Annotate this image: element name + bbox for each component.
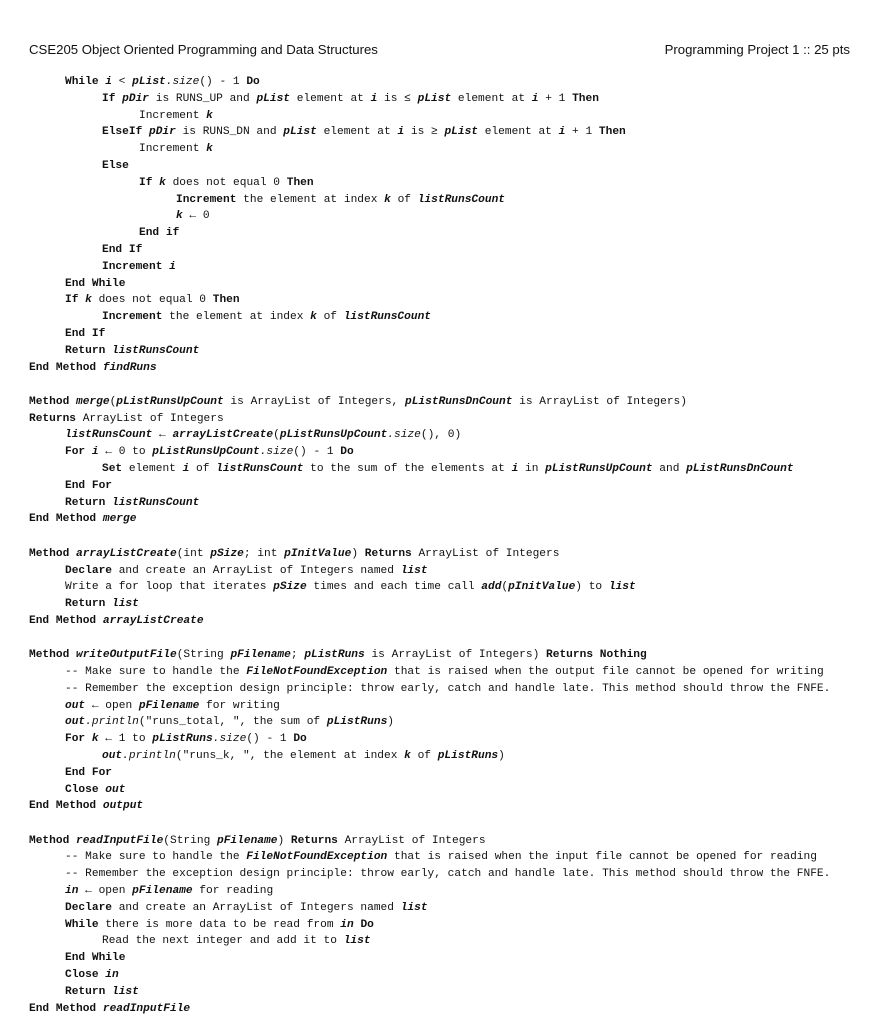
code-line — [29, 798, 859, 815]
code-token: ("runs_total, ", the sum of — [138, 716, 327, 729]
code-token: .size — [387, 429, 421, 442]
code-token: readInputFile — [76, 834, 164, 847]
code-token: and — [652, 463, 687, 476]
code-token: of — [189, 463, 217, 476]
code-token: ( — [273, 429, 280, 442]
code-token: k — [404, 749, 411, 762]
code-token: Set — [102, 463, 123, 476]
code-token: Do — [246, 76, 260, 88]
code-line — [29, 208, 859, 225]
code-line — [29, 108, 859, 125]
blank-line — [29, 815, 859, 833]
code-token: Then — [286, 176, 314, 189]
code-token: of — [410, 749, 438, 762]
code-token: pDir — [122, 92, 150, 105]
code-token: Else — [102, 159, 129, 172]
code-token: Write a for loop that iterates — [65, 581, 274, 594]
code-token: pListRunsUpCount — [279, 429, 388, 442]
code-token: Method — [29, 395, 76, 408]
code-token: Method — [29, 649, 76, 662]
code-token: Do — [340, 446, 354, 459]
code-token: pList — [444, 126, 479, 139]
code-line — [29, 343, 859, 360]
code-token: ) — [277, 834, 291, 847]
code-token: out — [65, 716, 86, 729]
code-token: Return — [65, 496, 112, 509]
code-line — [29, 326, 859, 343]
code-line — [29, 900, 859, 917]
code-token: Method — [29, 547, 76, 560]
code-token: End Method — [29, 614, 103, 627]
code-token: listRunsCount — [112, 344, 200, 357]
code-line — [29, 461, 859, 478]
code-token: ← — [152, 429, 173, 442]
code-token: ArrayList of Integers — [337, 834, 486, 847]
code-token: End If — [102, 243, 143, 256]
code-token: Returns Nothing — [546, 649, 647, 662]
code-line — [29, 192, 859, 209]
code-token: i — [91, 446, 99, 459]
code-token: .size — [165, 76, 200, 88]
code-line — [29, 984, 859, 1001]
code-line — [29, 124, 859, 141]
code-token: ) — [387, 716, 395, 729]
code-token: is ≥ — [404, 126, 445, 139]
code-line — [29, 276, 859, 293]
code-token: () - 1 — [199, 76, 247, 88]
code-token: Then — [572, 92, 599, 105]
code-token: i — [105, 76, 113, 88]
code-token: Increment — [102, 311, 163, 324]
code-token: End Method — [29, 800, 103, 813]
code-token: ; int — [243, 547, 285, 560]
code-token: pFilename — [132, 885, 193, 898]
code-token: pListRunsUpCount — [116, 395, 224, 408]
code-token: that is raised when the input file cannot be opened for reading — [387, 851, 817, 864]
code-token: in — [105, 969, 119, 982]
code-token: k — [159, 176, 166, 189]
code-token: End For — [65, 479, 112, 492]
code-token: does not equal 0 — [91, 294, 213, 307]
code-token: findRuns — [102, 361, 157, 374]
code-token: of — [390, 193, 418, 206]
code-token: k — [176, 210, 183, 223]
code-token: pListRunsUpCount — [545, 463, 653, 476]
code-token: readInputFile — [102, 1002, 191, 1015]
code-token: pListRuns — [326, 716, 388, 729]
code-token: for writing — [199, 699, 280, 712]
code-token: i — [370, 92, 378, 105]
code-token: Increment — [139, 143, 207, 156]
code-token: element at — [451, 92, 532, 105]
code-token: pListRunsDnCount — [405, 395, 513, 408]
code-token: is RUNS_UP and — [149, 92, 257, 105]
code-token: listRunsCount — [112, 496, 200, 509]
code-token: k — [85, 294, 92, 307]
code-token: Returns — [364, 547, 412, 560]
code-token: Then — [598, 126, 626, 139]
code-token: Do — [360, 918, 374, 931]
code-token: Returns — [29, 412, 76, 425]
code-token: ArrayList of Integers — [411, 547, 560, 560]
code-token: End While — [65, 277, 126, 290]
code-line — [29, 74, 859, 91]
code-token: does not equal 0 — [165, 176, 287, 189]
code-line — [29, 748, 859, 765]
code-token: pFilename — [217, 834, 278, 847]
code-token: i — [182, 463, 190, 476]
code-token: list — [608, 581, 636, 594]
code-token: ← 0 to — [98, 446, 153, 459]
code-token: For — [65, 446, 92, 459]
code-token: i — [511, 463, 519, 476]
code-token: Close — [65, 783, 106, 796]
code-token: out — [65, 699, 86, 712]
code-token: add — [481, 581, 502, 594]
code-token: the element at index — [162, 311, 311, 324]
code-token: If — [102, 92, 123, 105]
code-line — [29, 225, 859, 242]
code-line — [29, 613, 859, 630]
code-token: arrayListCreate — [102, 614, 204, 627]
code-token: ← 0 — [182, 210, 210, 223]
code-line — [29, 427, 859, 444]
code-token: (int — [176, 547, 211, 560]
code-token: End Method — [29, 1002, 103, 1015]
code-token: End if — [139, 227, 180, 240]
course-title: CSE205 Object Oriented Programming and Data Structures — [29, 42, 378, 57]
code-line — [29, 917, 859, 934]
code-token: merge — [102, 513, 137, 526]
code-token: pSize — [210, 547, 244, 560]
code-token: FileNotFoundException — [246, 851, 388, 864]
code-line — [29, 511, 859, 528]
code-token: ("runs_k, ", the element at index — [175, 749, 405, 762]
code-token: For — [65, 733, 92, 746]
code-token: arrayListCreate — [76, 547, 177, 560]
code-token: list — [112, 985, 139, 998]
blank-line — [29, 630, 859, 648]
code-token: ← open — [78, 885, 133, 898]
code-token: pList — [256, 92, 291, 105]
code-line — [29, 883, 859, 900]
code-token: list — [343, 935, 371, 948]
code-token: .size — [212, 733, 247, 746]
code-token: -- Remember the exception design principle: throw early, catch and handle late. This method should throw the FNFE. — [65, 868, 831, 881]
code-line — [29, 360, 859, 377]
code-token: pListRuns — [437, 749, 499, 762]
code-line — [29, 664, 859, 681]
code-token: Increment — [176, 193, 237, 206]
code-token: there is more data to be read from — [98, 918, 341, 931]
code-line — [29, 1001, 859, 1018]
code-token: k — [384, 193, 391, 206]
code-token: element at — [290, 92, 371, 105]
code-token: is ≤ — [377, 92, 418, 105]
code-token: pList — [417, 92, 452, 105]
code-token: Close — [65, 969, 106, 982]
code-token: Then — [212, 294, 240, 307]
code-token: k — [91, 733, 99, 746]
code-token: ( — [501, 581, 509, 594]
code-token: Declare — [65, 901, 112, 914]
code-token: ← open — [85, 699, 139, 712]
code-line — [29, 765, 859, 782]
code-line — [29, 563, 859, 580]
code-token: ) — [498, 749, 505, 762]
code-token: ) — [351, 547, 365, 560]
code-token: list — [400, 901, 428, 914]
code-line — [29, 478, 859, 495]
code-token: End Method — [29, 361, 103, 374]
code-token: in — [518, 463, 546, 476]
code-line — [29, 579, 859, 596]
code-token: is ArrayList of Integers, — [223, 395, 405, 408]
code-token: to the sum of the elements at — [303, 463, 512, 476]
code-line — [29, 782, 859, 799]
code-token: that is raised when the output file cannot be opened for writing — [387, 666, 824, 678]
code-line — [29, 647, 859, 664]
blank-line — [29, 528, 859, 546]
code-line — [29, 242, 859, 259]
pseudocode-block — [29, 74, 859, 1017]
code-token: listRunsCount — [343, 311, 431, 324]
code-token: pFilename — [138, 699, 200, 712]
code-token: pInitValue — [284, 547, 352, 560]
code-line — [29, 950, 859, 967]
code-token: Return — [65, 598, 112, 611]
code-line — [29, 596, 859, 613]
code-token: FileNotFoundException — [246, 666, 388, 678]
code-token: While — [65, 76, 106, 88]
project-title: Programming Project 1 :: 25 pts — [664, 42, 850, 57]
code-token: Do — [293, 733, 307, 746]
code-token: element — [122, 463, 183, 476]
code-line — [29, 175, 859, 192]
code-token: Increment — [139, 109, 207, 122]
code-token: arrayListCreate — [172, 429, 274, 442]
code-token: is ArrayList of Integers) — [364, 649, 547, 662]
code-token: merge — [76, 395, 110, 408]
code-line — [29, 967, 859, 984]
code-token: ArrayList of Integers — [76, 412, 224, 425]
code-token: output — [102, 800, 144, 813]
code-token: If — [65, 294, 86, 307]
blank-line — [29, 376, 859, 394]
code-token: i — [531, 92, 539, 105]
code-token: list — [400, 564, 428, 577]
code-token: k — [206, 143, 213, 156]
code-token: (), 0) — [420, 429, 462, 442]
code-token: i — [397, 126, 405, 139]
code-token: of — [316, 311, 344, 324]
code-token: listRunsCount — [216, 463, 304, 476]
code-token: pList — [132, 76, 166, 88]
code-token: is RUNS_DN and — [175, 126, 284, 139]
code-line — [29, 259, 859, 276]
code-token: k — [206, 109, 213, 122]
code-token: k — [310, 311, 317, 324]
code-line — [29, 731, 859, 748]
code-token: in — [340, 918, 354, 931]
code-token: Read the next integer and add it to — [102, 935, 344, 948]
code-token: listRunsCount — [417, 193, 505, 206]
code-token: Return — [65, 985, 112, 998]
code-token: + 1 — [565, 126, 599, 139]
code-token: is ArrayList of Integers) — [512, 395, 687, 408]
code-token: ← 1 to — [98, 733, 153, 746]
code-token: the element at index — [236, 193, 385, 206]
code-token: pDir — [149, 126, 176, 139]
code-line — [29, 681, 859, 698]
code-token: pListRuns — [304, 649, 365, 662]
code-token: element at — [316, 126, 398, 139]
code-token: pList — [283, 126, 317, 139]
code-line — [29, 292, 859, 309]
code-token: Returns — [290, 834, 338, 847]
code-token: i — [169, 260, 176, 273]
code-token: out — [105, 783, 126, 796]
code-token: .println — [122, 749, 176, 762]
code-token: Method — [29, 834, 76, 847]
code-token: times and each time call — [306, 581, 482, 594]
code-token: -- Remember the exception design principle: throw early, catch and handle late. This method should throw the FNFE. — [65, 682, 831, 695]
code-token: ; — [290, 649, 305, 662]
code-token: pListRuns — [152, 733, 213, 746]
code-token: End Method — [29, 513, 103, 526]
code-token: and create an ArrayList of Integers named — [112, 564, 401, 577]
code-token: End For — [65, 766, 112, 779]
code-line — [29, 546, 859, 563]
code-token: .size — [259, 446, 294, 459]
code-token: element at — [478, 126, 559, 139]
code-line — [29, 309, 859, 326]
code-token: () - 1 — [246, 733, 294, 746]
code-line — [29, 411, 859, 428]
code-token: pFilename — [230, 649, 291, 662]
code-token: While — [65, 918, 99, 931]
code-token: in — [65, 885, 79, 898]
code-line — [29, 698, 859, 715]
code-line — [29, 833, 859, 850]
code-token: End While — [65, 952, 126, 965]
code-line — [29, 849, 859, 866]
code-token: list — [112, 598, 139, 611]
code-token: ) to — [575, 581, 609, 594]
code-token: If — [139, 176, 160, 189]
code-token: Return — [65, 344, 112, 357]
code-line — [29, 495, 859, 512]
code-token: writeOutputFile — [76, 649, 177, 662]
code-token: Declare — [65, 564, 112, 577]
code-token: pListRunsDnCount — [686, 463, 794, 476]
code-token: .println — [85, 716, 139, 729]
code-token: and create an ArrayList of Integers named — [112, 901, 401, 914]
code-token: (String — [163, 834, 217, 847]
page-header — [29, 42, 850, 62]
code-token: (String — [176, 649, 231, 662]
code-token: listRunsCount — [65, 429, 153, 442]
code-line — [29, 933, 859, 950]
code-line — [29, 714, 859, 731]
code-line — [29, 91, 859, 108]
code-token: ( — [109, 395, 117, 408]
code-token: ElseIf — [102, 126, 149, 139]
code-token: i — [558, 126, 566, 139]
code-token: out — [102, 749, 123, 762]
code-token: () - 1 — [293, 446, 341, 459]
code-line — [29, 394, 859, 411]
code-token: pSize — [273, 581, 307, 594]
code-token: -- Make sure to handle the — [65, 666, 247, 678]
code-token: pInitValue — [508, 581, 576, 594]
code-token: pListRunsUpCount — [152, 446, 260, 459]
code-token: Increment — [102, 260, 170, 273]
code-token: + 1 — [538, 92, 573, 105]
code-line — [29, 444, 859, 461]
code-token: End If — [65, 327, 106, 340]
code-line — [29, 866, 859, 883]
code-token: for reading — [192, 885, 274, 898]
code-line — [29, 141, 859, 158]
code-token: < — [112, 76, 133, 88]
code-line — [29, 158, 859, 175]
code-token: -- Make sure to handle the — [65, 851, 247, 864]
